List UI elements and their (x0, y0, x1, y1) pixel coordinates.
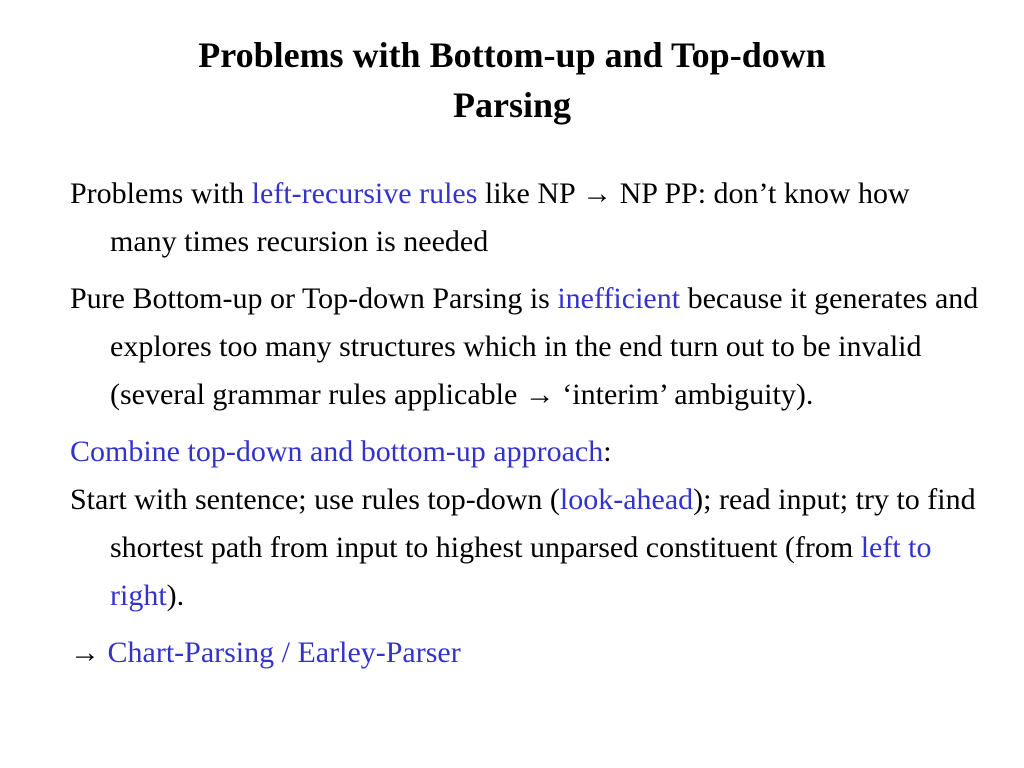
bullet-combine-detail (70, 476, 980, 620)
slide-title (60, 30, 964, 130)
bullet-combine-detail-lead: Start with sentence; use rules top-down ( (70, 483, 560, 516)
highlight-combine-approach: Combine top-down and bottom-up approach (70, 435, 604, 468)
bullet-inefficiency (70, 275, 980, 419)
highlight-look-ahead: look-ahead (559, 483, 694, 516)
bullet-inefficiency-lead: Pure Bottom-up or Top-down Parsing is (70, 282, 558, 315)
bullet-chart-parsing (70, 629, 980, 677)
slide-body (70, 170, 980, 686)
bullet-left-recursion (70, 170, 980, 266)
highlight-inefficient: inefficient (557, 282, 681, 315)
bullet-inefficiency-rest: because it generates and explores too many structures which in the end turn out to be invalid (several grammar rules applicable → ‘interim’ ambiguity). (110, 282, 979, 411)
bullet-left-recursion-lead: Problems with (70, 177, 252, 210)
slide-title-line-2: Parsing (452, 85, 571, 125)
highlight-chart-parsing: Chart-Parsing / Earley-Parser (107, 636, 461, 669)
bullet-combine-detail-end: ). (166, 579, 185, 612)
highlight-left-to-right: left to right (110, 531, 932, 612)
bullet-combine-approach (70, 428, 980, 620)
slide-title-line-1: Problems with Bottom-up and Top-down (198, 35, 826, 75)
highlight-left-recursive-rules: left-recursive rules (251, 177, 478, 210)
right-arrow-icon: → (70, 636, 108, 669)
bullet-combine-colon: : (603, 435, 612, 468)
bullet-left-recursion-rest: like NP → NP PP: don’t know how many times recursion is needed (110, 177, 910, 258)
bullet-combine-detail-mid: ); read input; try to find shortest path from input to highest unparsed constituent (from (110, 483, 976, 564)
